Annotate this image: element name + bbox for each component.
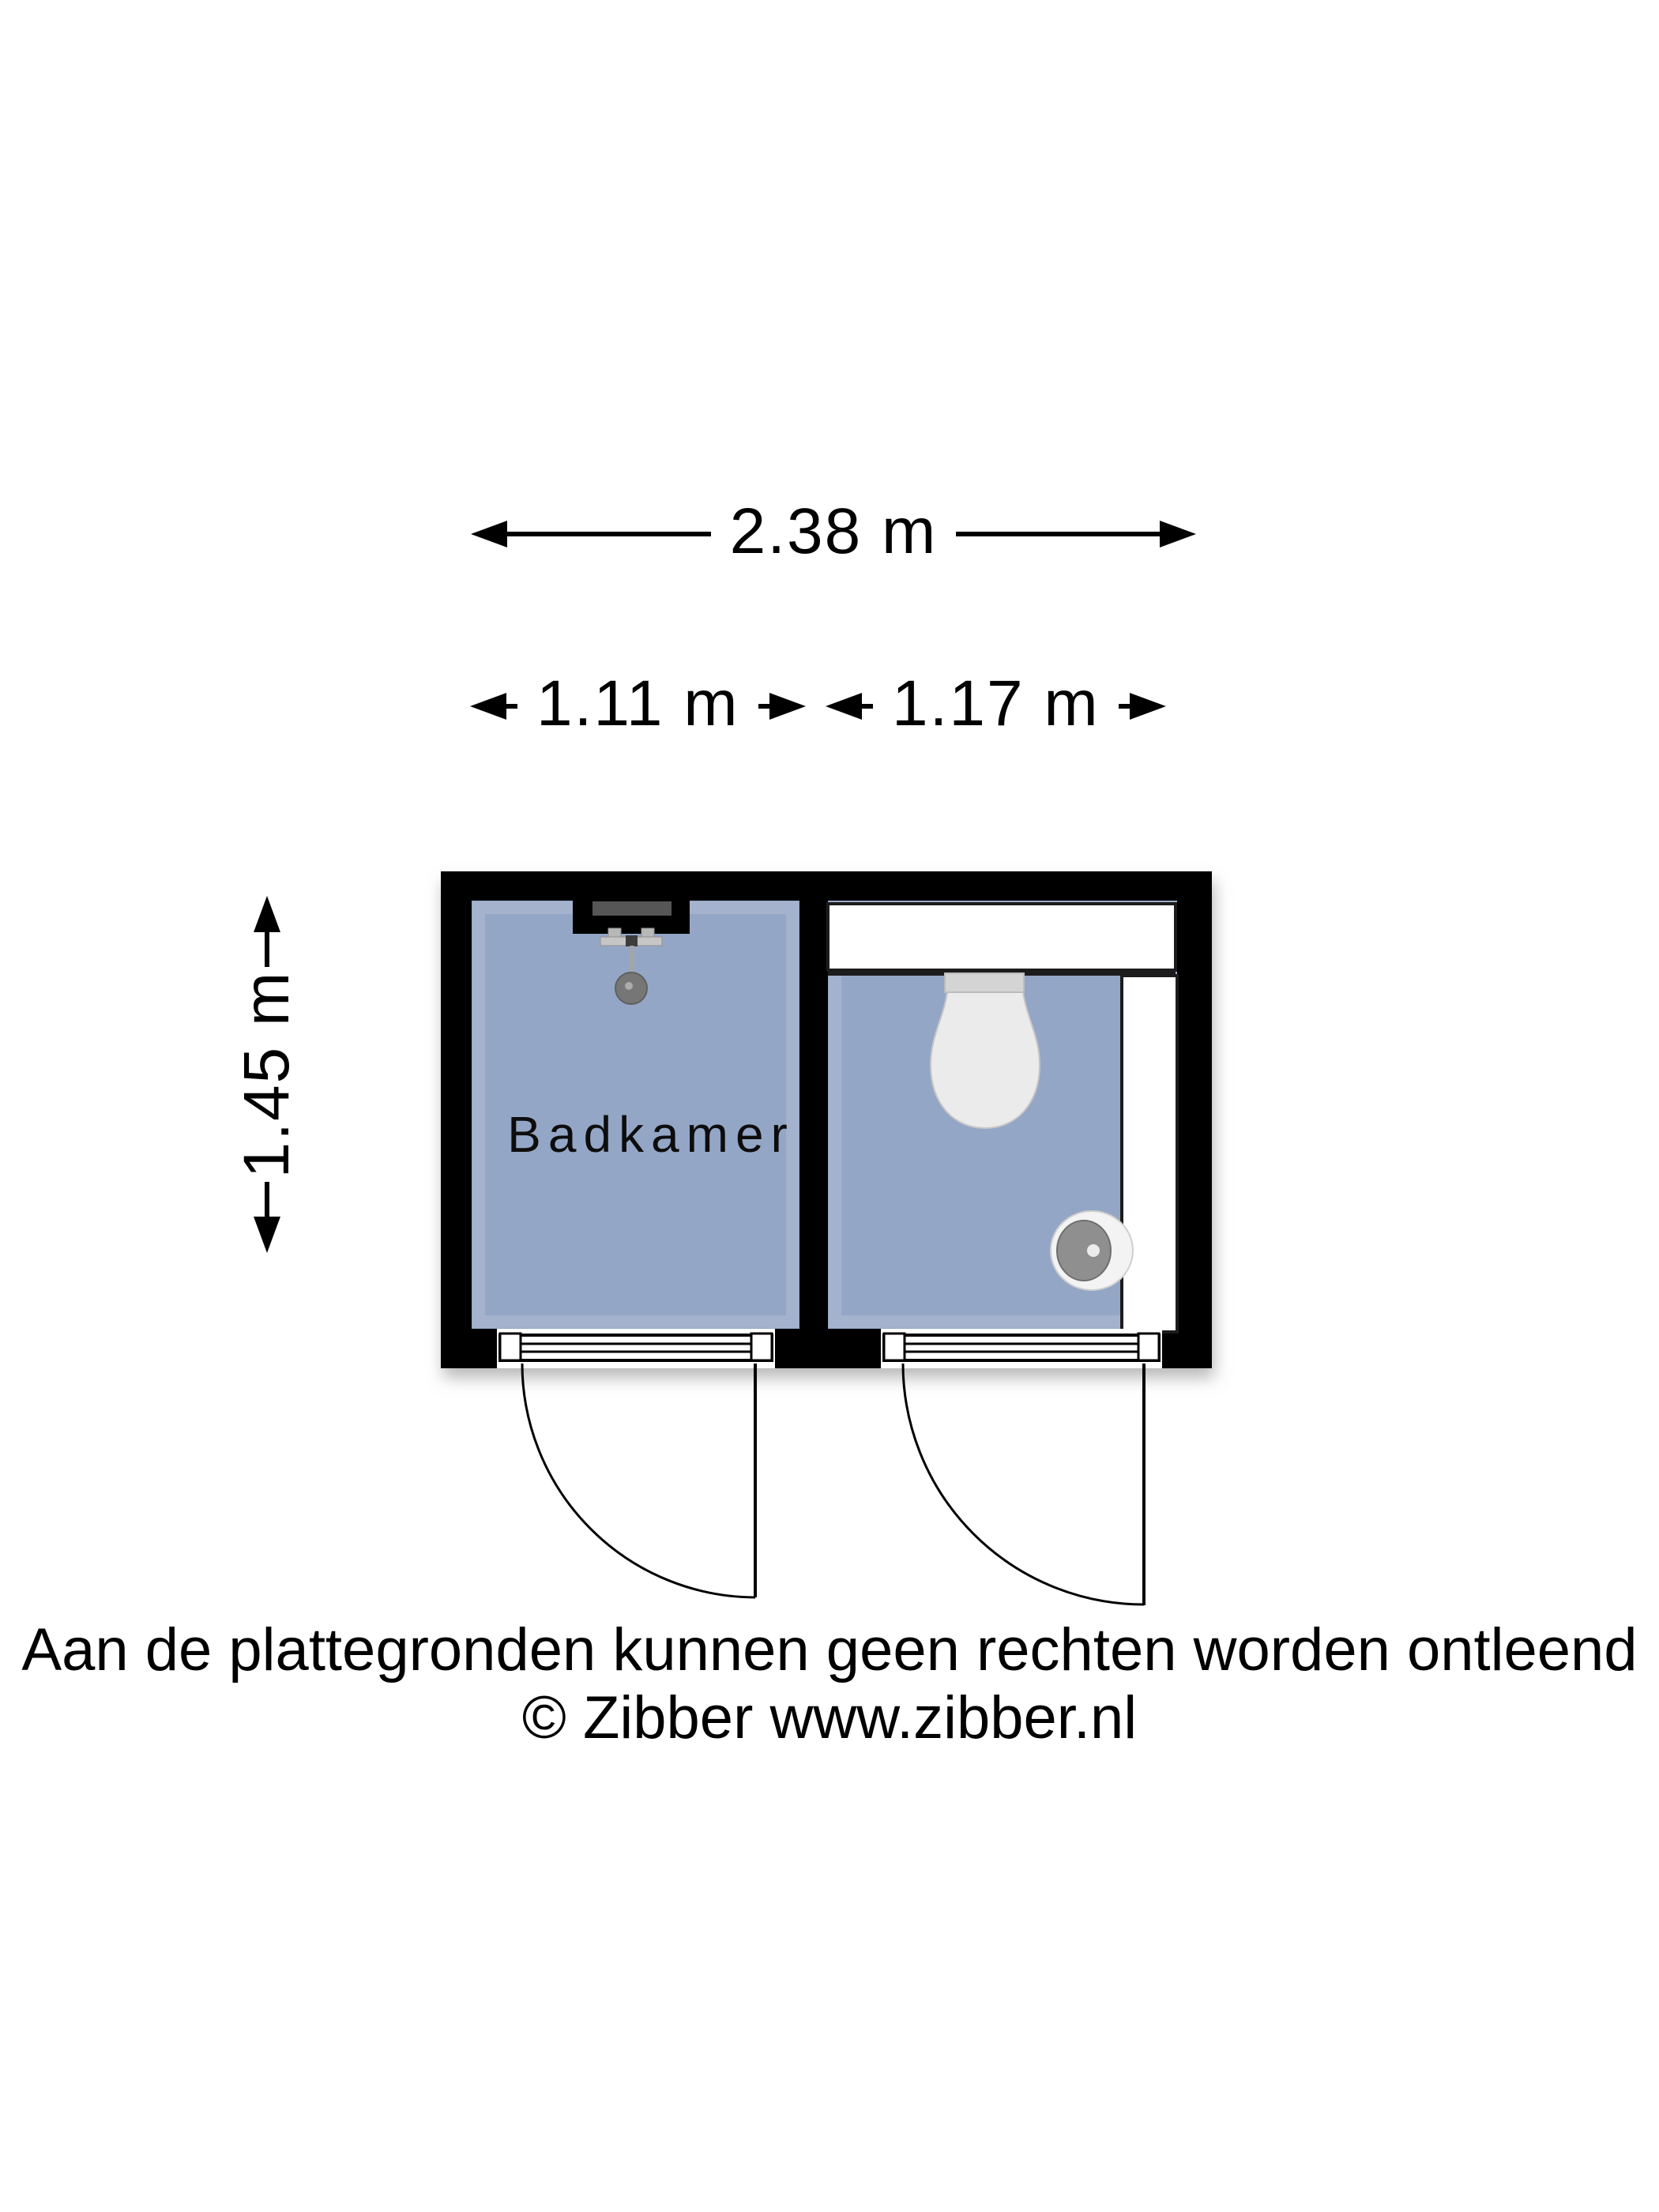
toilet-lid-hinge [945,973,1024,992]
wall-bottom-right [1159,1329,1212,1368]
arrowhead-right-icon [1130,693,1166,720]
toilet-partition-strip [1122,976,1177,1332]
dimension-line [862,704,873,709]
toilet-shelf-band [828,904,1176,970]
dimension-total-width-label: 2.38 m [729,495,938,567]
hand-basin-drain [1087,1244,1100,1257]
dimension-line [265,932,269,967]
arrowhead-left-icon [826,693,862,720]
toilet-bowl [931,992,1040,1128]
wall-bottom-middle [772,1329,884,1368]
wall-divider [799,901,828,1329]
dimension-line [956,532,1160,536]
dimension-bathroom-width-label: 1.11 m [536,668,739,739]
door-right-swing-arc [903,1364,1144,1604]
wall-left [441,871,472,1368]
door-right-jamb [1138,1334,1159,1360]
dimension-line [265,1182,269,1217]
door-right-frame [884,1335,1159,1360]
dimension-total-width [471,495,1196,567]
floorplan-drawing [427,837,1296,1643]
door-right-swing [903,1364,1144,1605]
arrowhead-left-icon [471,521,507,547]
dimension-depth-label-wrap [231,967,303,1182]
dimension-line [758,704,769,709]
door-right-jamb [884,1334,905,1360]
dimension-depth-label: 1.45 m [231,970,303,1179]
toilet [931,973,1040,1128]
hand-basin [1051,1211,1133,1290]
arrowhead-right-icon [1160,521,1196,547]
shower-head-dot [625,982,633,990]
door-left-swing [522,1364,755,1597]
door-left-threshold [497,1329,775,1368]
footer-copyright: © Zibber www.zibber.nl [521,1684,1138,1751]
arrowhead-up-icon [254,896,280,932]
footer-disclaimer: Aan de plattegronden kunnen geen rechten worden ontleend [21,1616,1638,1683]
hand-basin-bowl [1057,1221,1111,1281]
shower-handle-right [641,928,654,937]
shower-handle-left [608,928,621,937]
door-left-swing-arc [522,1364,755,1597]
door-left-jamb [500,1334,521,1360]
dimension-depth [231,896,303,1253]
door-left-frame [500,1335,772,1360]
arrowhead-right-icon [769,693,806,720]
arrowhead-left-icon [470,693,506,720]
room-label-bathroom: Badkamer [507,1106,795,1163]
dimension-line [507,532,711,536]
door-right-threshold [881,1329,1162,1368]
dimension-toilet-width [826,668,1189,739]
dimension-toilet-width-label: 1.17 m [892,668,1100,739]
dimension-line [1119,704,1130,709]
plan-body [441,871,1212,1368]
arrowhead-down-icon [254,1217,280,1253]
dimension-line [506,704,517,709]
wall-bottom-left [441,1329,500,1368]
shower-valve [626,935,638,946]
footer [0,1616,1659,1752]
shower-niche [592,901,672,916]
door-left-jamb [751,1334,772,1360]
dimension-bathroom-width [470,668,802,739]
wall-top [441,871,1212,901]
wall-right [1177,871,1212,1368]
